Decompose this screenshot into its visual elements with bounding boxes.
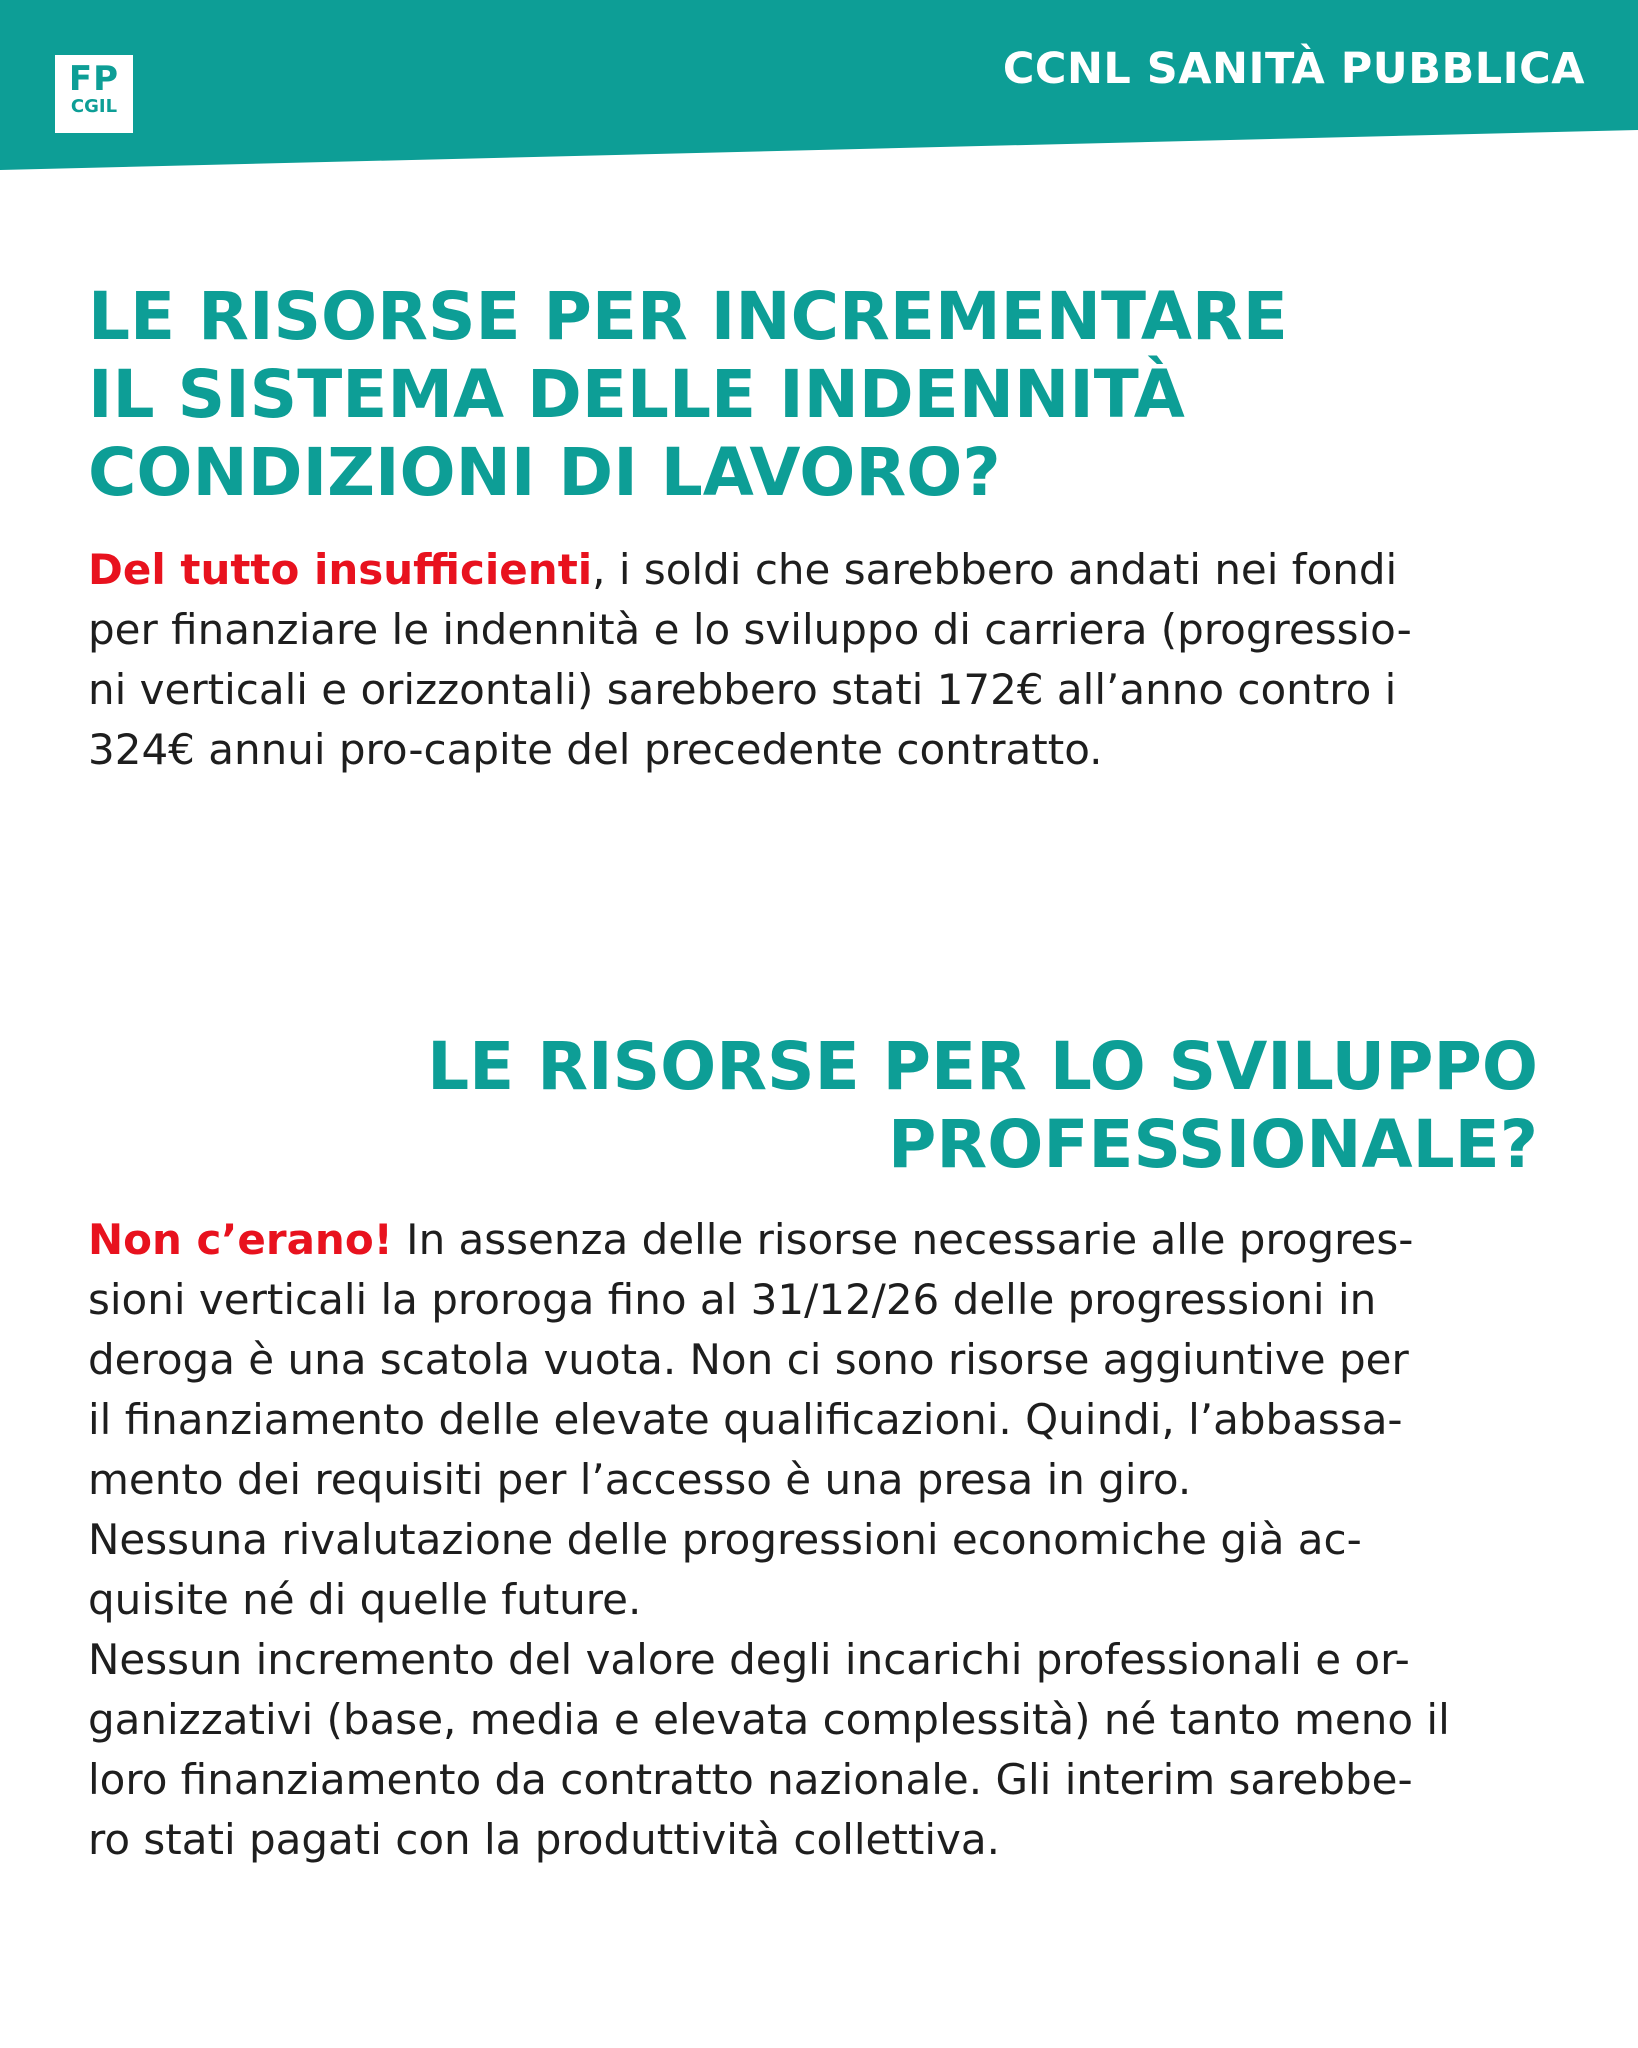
heading-line: LE RISORSE PER INCREMENTARE <box>88 278 1288 355</box>
body-line: il finanziamento delle elevate qualificazioni. Quindi, l’abbassa- <box>88 1395 1403 1444</box>
body-line <box>88 1210 1528 1270</box>
body-line-text: , i soldi che sarebbero andati nei fondi <box>592 545 1398 594</box>
body-line: mento dei requisiti per l’accesso è una presa in giro. <box>88 1455 1192 1504</box>
section-indennita <box>88 278 1528 780</box>
header-title: CCNL SANITÀ PUBBLICA <box>1002 44 1585 94</box>
highlight-text: Non c’erano! <box>88 1215 393 1264</box>
body-line: loro finanziamento da contratto nazionale. Gli interim sarebbe- <box>88 1755 1413 1804</box>
body-line: ganizzativi (base, media e elevata complessità) né tanto meno il <box>88 1695 1450 1744</box>
heading-line: PROFESSIONALE? <box>888 1106 1538 1183</box>
body-line: quisite né di quelle future. <box>88 1575 642 1624</box>
body-line: ni verticali e orizzontali) sarebbero stati 172€ all’anno contro i <box>88 665 1397 714</box>
logo-cgil-text: CGIL <box>70 96 118 117</box>
section-body <box>88 540 1528 780</box>
fp-cgil-logo <box>55 55 133 133</box>
body-line: Nessuna rivalutazione delle progressioni economiche già ac- <box>88 1515 1362 1564</box>
section-heading <box>88 278 1528 512</box>
body-line-text: In assenza delle risorse necessarie alle progres- <box>392 1215 1414 1264</box>
heading-line: CONDIZIONI DI LAVORO? <box>88 434 1001 511</box>
body-line: deroga è una scatola vuota. Non ci sono risorse aggiuntive per <box>88 1335 1409 1384</box>
body-line: sioni verticali la proroga fino al 31/12/26 delle progressioni in <box>88 1275 1377 1324</box>
section-sviluppo <box>88 1028 1538 1870</box>
section-body <box>88 1210 1528 1870</box>
logo-fp-text: FP <box>68 59 120 99</box>
body-line <box>88 540 1528 600</box>
heading-line: LE RISORSE PER LO SVILUPPO <box>427 1028 1538 1105</box>
heading-line: IL SISTEMA DELLE INDENNITÀ <box>88 356 1185 433</box>
section-heading <box>88 1028 1538 1184</box>
body-line: ro stati pagati con la produttività collettiva. <box>88 1815 1000 1864</box>
body-line: 324€ annui pro-capite del precedente contratto. <box>88 725 1103 774</box>
body-line: Nessun incremento del valore degli incarichi professionali e or- <box>88 1635 1410 1684</box>
body-line: per finanziare le indennità e lo sviluppo di carriera (progressio- <box>88 605 1412 654</box>
highlight-text: Del tutto insufficienti <box>88 545 593 594</box>
